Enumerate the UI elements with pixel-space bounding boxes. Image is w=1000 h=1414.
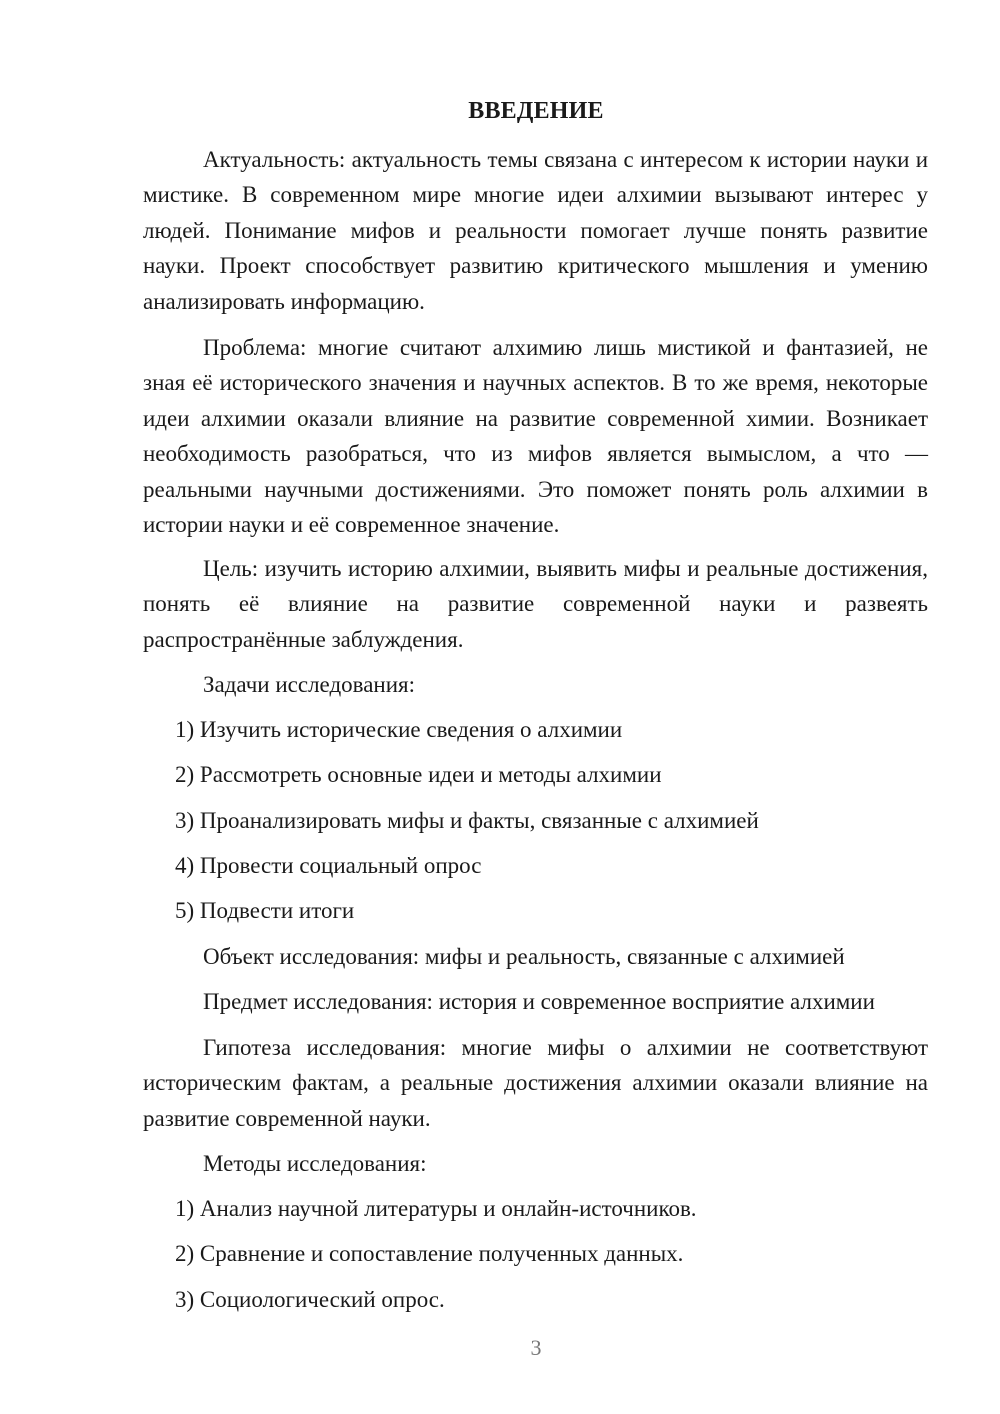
relevance-paragraph: Актуальность: актуальность темы связана с интересом к истории науки и мистике. В современном мире многие идеи алхимии вызывают интерес у людей. Понимание мифов и реальности помогает лучше понять развитие науки. Проект способствует развитию критического мышления и умению анализировать информацию.	[143, 147, 928, 314]
research-object: Объект исследования: мифы и реальность, связанные с алхимией	[203, 944, 845, 969]
method-item: 3) Социологический опрос.	[175, 1287, 445, 1312]
tasks-title: Задачи исследования:	[203, 672, 416, 697]
method-item: 1) Анализ научной литературы и онлайн-источников.	[175, 1196, 697, 1221]
problem-paragraph: Проблема: многие считают алхимию лишь мистикой и фантазией, не зная её исторического значения и научных аспектов. В то же время, некоторые идеи алхимии оказали влияние на развитие современной химии. Возникает необходимость разобраться, что из мифов является вымыслом, а что — реальными научными достижениями. Это поможет понять роль алхимии в истории науки и её современное значение.	[143, 335, 928, 538]
task-item: 2) Рассмотреть основные идеи и методы алхимии	[175, 762, 662, 787]
task-item: 4) Провести социальный опрос	[175, 853, 482, 878]
research-subject: Предмет исследования: история и современное восприятие алхимии	[203, 989, 875, 1014]
task-item: 1) Изучить исторические сведения о алхимии	[175, 717, 623, 742]
page-title: ВВЕДЕНИЕ	[468, 98, 604, 124]
goal-paragraph: Цель: изучить историю алхимии, выявить мифы и реальные достижения, понять её влияние на развитие современной науки и развеять распространённые заблуждения.	[143, 556, 928, 652]
page-number: 3	[530, 1335, 542, 1360]
method-item: 2) Сравнение и сопоставление полученных данных.	[175, 1241, 684, 1266]
methods-title: Методы исследования:	[203, 1151, 427, 1176]
task-item: 3) Проанализировать мифы и факты, связанные с алхимией	[175, 808, 759, 833]
task-item: 5) Подвести итоги	[175, 898, 355, 923]
hypothesis-paragraph: Гипотеза исследования: многие мифы о алхимии не соответствуют историческим фактам, а реальные достижения алхимии оказали влияние на развитие современной науки.	[143, 1035, 928, 1131]
